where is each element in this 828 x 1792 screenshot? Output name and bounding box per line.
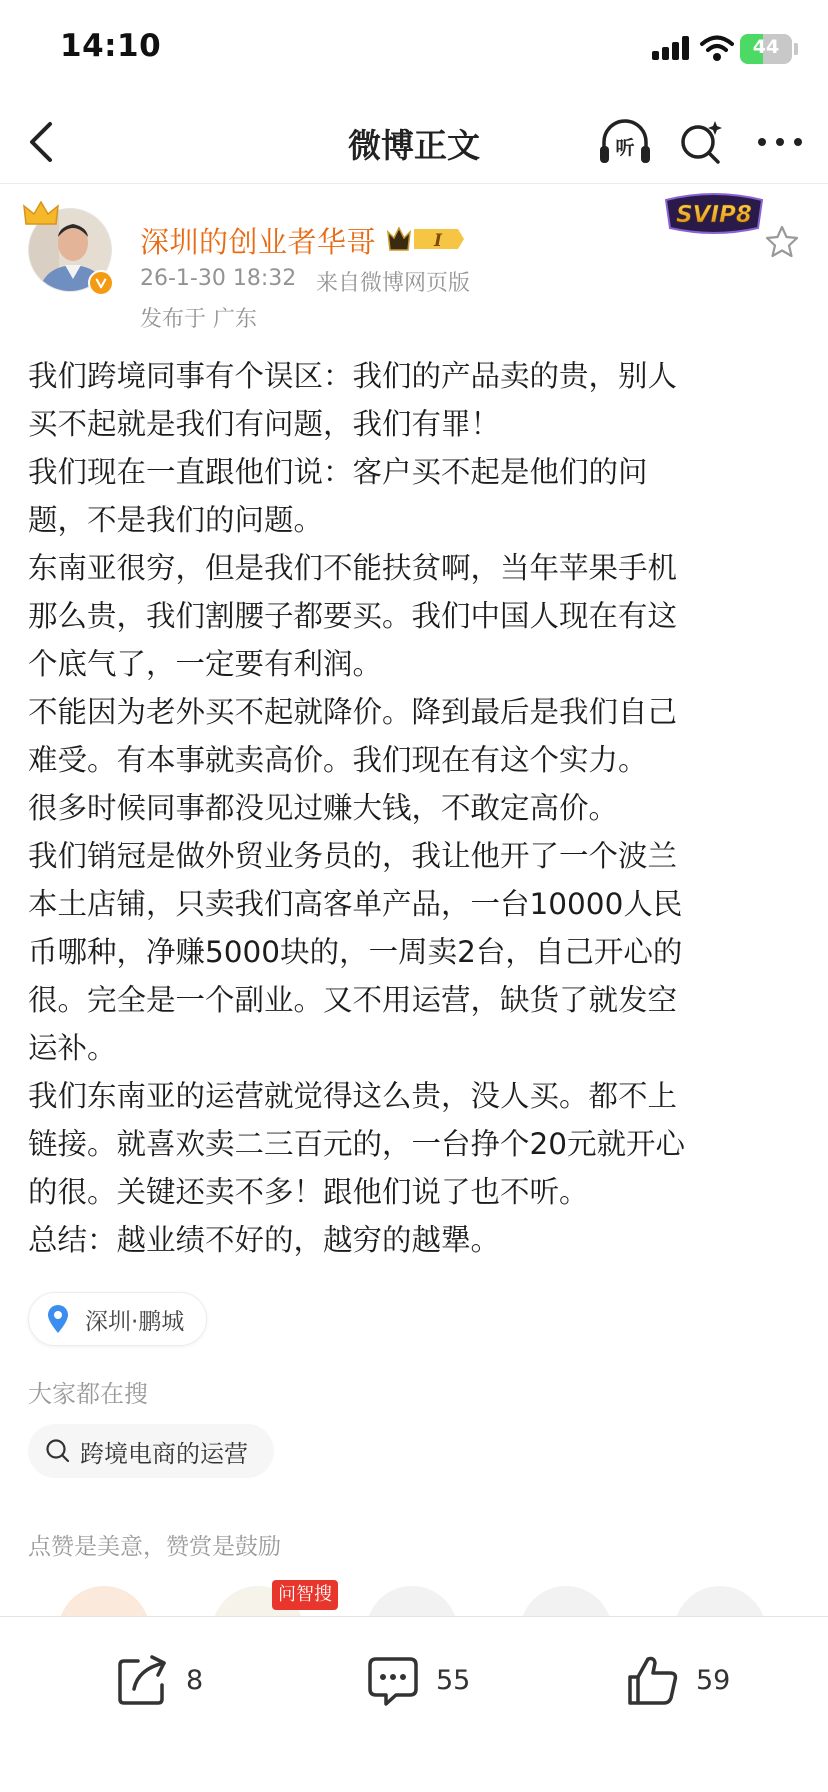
favorite-star-icon[interactable] (764, 224, 800, 260)
post-line: 买不起就是我们有问题，我们有罪！ (28, 407, 501, 441)
thumbs-up-icon (624, 1651, 682, 1709)
post-line: 本土店铺，只卖我们高客单产品，一台10000人民 (28, 887, 683, 921)
like-button[interactable] (624, 1645, 730, 1715)
svip-badge-icon[interactable] (660, 190, 768, 236)
reward-option[interactable] (674, 1586, 766, 1616)
battery-cap (794, 43, 798, 55)
reward-options-row (0, 1584, 828, 1616)
post-line: 题，不是我们的问题。 (28, 503, 324, 537)
location-pin-icon (45, 1304, 71, 1334)
crown-icon (22, 198, 60, 228)
svip-badge-text: SVIP8 (676, 202, 752, 228)
comment-icon (364, 1651, 422, 1709)
like-count: 59 (696, 1664, 731, 1696)
vip-level-badge-icon (386, 224, 466, 254)
repost-count: 8 (186, 1664, 204, 1696)
post-line: 我们销冠是做外贸业务员的，我让他开了一个波兰 (28, 839, 678, 873)
post-source: 来自微博网页版 (316, 271, 471, 296)
vip-level-mark: I (434, 231, 442, 251)
post-line: 东南亚很穷，但是我们不能扶贫啊，当年苹果手机 (28, 551, 678, 585)
post-line: 很多时候同事都没见过赚大钱，不敢定高价。 (28, 791, 619, 825)
repost-icon (114, 1651, 172, 1709)
cellular-signal-icon (652, 36, 692, 60)
verified-badge-icon (88, 270, 114, 296)
listen-button[interactable] (596, 114, 654, 170)
status-bar (0, 0, 828, 100)
location-tag-label: 深圳·鹏城 (85, 1308, 185, 1335)
reward-option[interactable] (366, 1586, 458, 1616)
bottom-action-bar (0, 1616, 828, 1792)
post-line: 币哪种，净赚5000块的，一周卖2台，自己开心的 (28, 935, 683, 969)
trending-search-chip[interactable] (28, 1424, 274, 1478)
reward-hint: 点赞是美意，赞赏是鼓励 (28, 1534, 281, 1560)
status-time: 14:10 (60, 28, 162, 64)
search-icon (44, 1437, 72, 1465)
post-header (0, 184, 828, 334)
post-line: 不能因为老外买不起就降价。降到最后是我们自己 (28, 695, 678, 729)
post-line: 运补。 (28, 1031, 117, 1065)
post-content (28, 352, 804, 1264)
post-timestamp: 26-1-30 18:32 (140, 266, 297, 291)
post-line: 我们现在一直跟他们说：客户买不起是他们的问 (28, 455, 648, 489)
post-line: 个底气了，一定要有利润。 (28, 647, 383, 681)
comment-button[interactable] (364, 1645, 470, 1715)
author-name[interactable]: 深圳的创业者华哥 (140, 225, 377, 259)
post-line: 难受。有本事就卖高价。我们现在有这个实力。 (28, 743, 648, 777)
search-button[interactable] (678, 114, 726, 170)
reward-option[interactable] (520, 1586, 612, 1616)
comment-count: 55 (436, 1664, 471, 1696)
post-line: 的很。关键还卖不多！跟他们说了也不听。 (28, 1175, 589, 1209)
post-line: 总结：越业绩不好的，越穷的越犟。 (28, 1223, 501, 1257)
ai-search-tag[interactable]: 问智搜 (272, 1580, 338, 1610)
wifi-icon (700, 34, 734, 62)
battery-indicator (740, 34, 792, 64)
post-line: 我们东南亚的运营就觉得这么贵，没人买。都不上 (28, 1079, 678, 1113)
post-line: 那么贵，我们割腰子都要买。我们中国人现在有这 (28, 599, 678, 633)
more-options-button[interactable] (752, 114, 808, 170)
reward-option[interactable] (58, 1586, 150, 1616)
location-tag[interactable] (28, 1292, 207, 1346)
post-line: 很。完全是一个副业。又不用运营，缺货了就发空 (28, 983, 678, 1017)
listen-label: 听 (615, 137, 635, 159)
post-line: 链接。就喜欢卖二三百元的，一台挣个20元就开心 (28, 1127, 686, 1161)
page-title: 微博正文 (348, 126, 480, 165)
trending-search-keyword: 跨境电商的运营 (80, 1439, 248, 1468)
post-region: 发布于 广东 (140, 307, 257, 332)
battery-level: 44 (752, 36, 780, 58)
nav-bar (0, 100, 828, 184)
trending-search-title: 大家都在搜 (28, 1380, 148, 1408)
post-line: 我们跨境同事有个误区：我们的产品卖的贵，别人 (28, 359, 678, 393)
repost-button[interactable] (114, 1645, 203, 1715)
